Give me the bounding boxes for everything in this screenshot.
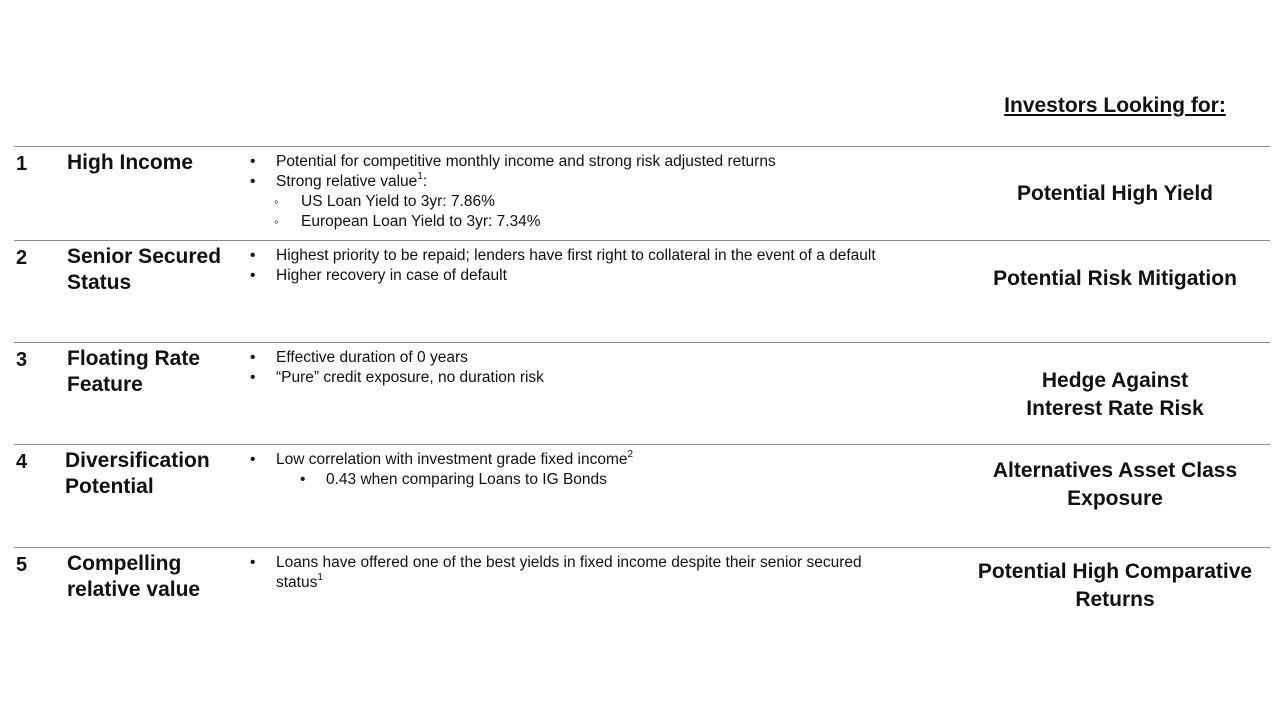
- bullet-list: [250, 152, 930, 232]
- investor-goal-line: Exposure: [1067, 487, 1163, 510]
- footnote-marker: 1: [417, 170, 423, 182]
- header-title: Investors Looking for:: [1004, 94, 1226, 117]
- row-number: 4: [16, 451, 28, 473]
- footnote-marker: 1: [317, 571, 323, 583]
- bullet-list: [250, 450, 930, 490]
- investor-goal: Potential Risk Mitigation: [993, 267, 1237, 290]
- investor-goal: Potential High Yield: [1016, 182, 1214, 205]
- row-number: 2: [16, 247, 28, 269]
- row-diversification: [14, 444, 1270, 548]
- bullet-text: Loans have offered one of the best yields in fixed income despite their senior secured status: [276, 554, 862, 591]
- bullet-item: [250, 450, 930, 470]
- bullet-item: • Higher recovery in case of default: [250, 266, 930, 286]
- row-number: 5: [16, 554, 28, 576]
- investor-goal: [960, 367, 1270, 423]
- investor-goal: [960, 558, 1270, 614]
- bullet-item: • Potential for competitive monthly income and strong risk adjusted returns: [250, 152, 930, 172]
- sub-bullet-item: ◦ European Loan Yield to 3yr: 7.34%: [250, 212, 930, 232]
- bullet-item: [250, 172, 930, 192]
- row-relative-value: [14, 547, 1270, 628]
- row-number: 1: [16, 153, 28, 175]
- bullet-list: [250, 553, 900, 593]
- sub-bullet-item: ◦ US Loan Yield to 3yr: 7.86%: [250, 192, 930, 212]
- investor-goal-line: Alternatives Asset Class: [992, 459, 1238, 482]
- row-number: 3: [16, 349, 28, 371]
- bullet-text: Low correlation with investment grade fixed income: [276, 451, 628, 468]
- row-title: High Income: [67, 151, 194, 174]
- bullet-list: [250, 246, 930, 286]
- bullet-list: [250, 348, 930, 388]
- investor-goal-line: Potential High Comparative: [977, 560, 1253, 583]
- row-floating-rate: [14, 342, 1270, 445]
- investor-goal-line: Hedge Against: [1041, 369, 1189, 392]
- row-title: Compelling relative value: [67, 552, 201, 601]
- bullet-item: [250, 553, 900, 593]
- bullet-text: Strong relative value: [276, 173, 418, 190]
- bullet-item: • Highest priority to be repaid; lenders have first right to collateral in the event of a default: [250, 246, 930, 266]
- investor-goal-line: Interest Rate Risk: [1026, 397, 1204, 420]
- row-title: Diversification Potential: [65, 449, 210, 498]
- row-title: Floating Rate Feature: [67, 347, 201, 396]
- row-senior-secured: [14, 240, 1270, 343]
- bullet-item: • Effective duration of 0 years: [250, 348, 930, 368]
- sub-bullet-item: • 0.43 when comparing Loans to IG Bonds: [250, 470, 930, 490]
- bullet-suffix: :: [422, 173, 428, 190]
- row-title: Senior Secured Status: [67, 245, 222, 294]
- investor-goal: [960, 457, 1270, 513]
- footnote-marker: 2: [627, 448, 634, 460]
- bullet-item: • “Pure” credit exposure, no duration risk: [250, 368, 930, 388]
- investor-goal-line: Returns: [1075, 588, 1155, 611]
- row-high-income: [14, 146, 1270, 241]
